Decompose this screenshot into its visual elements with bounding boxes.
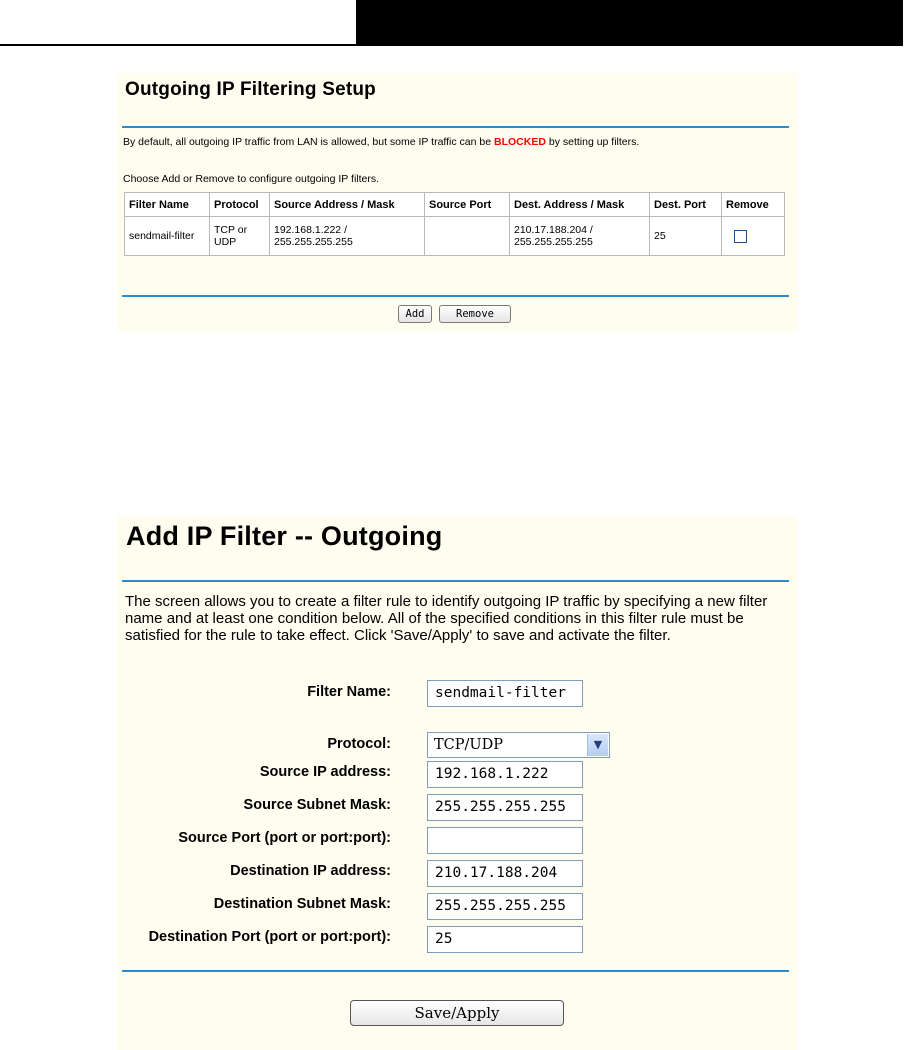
- filtering-title: Outgoing IP Filtering Setup: [125, 79, 376, 100]
- cell-dest-address: 210.17.188.204 / 255.255.255.255: [510, 217, 650, 256]
- cell-dest-port: 25: [650, 217, 722, 256]
- add-filter-panel: [117, 516, 797, 1050]
- protocol-select[interactable]: [427, 732, 610, 758]
- intro-text-before: By default, all outgoing IP traffic from LAN is allowed, but some IP traffic can be: [123, 136, 495, 148]
- save-apply-button[interactable]: Save/Apply: [350, 1000, 564, 1026]
- protocol-selected-value: TCP/UDP: [434, 737, 504, 753]
- source-port-input[interactable]: [427, 827, 583, 854]
- filtering-intro: [123, 136, 639, 148]
- remove-checkbox[interactable]: [734, 230, 747, 243]
- page-header-rule: [0, 44, 903, 46]
- source-ip-label: Source IP address:: [259, 764, 391, 780]
- dest-port-label: Destination Port (port or port:port):: [148, 929, 391, 945]
- column-dest-address: Dest. Address / Mask: [510, 193, 650, 217]
- source-port-label: Source Port (port or port:port):: [178, 830, 391, 846]
- source-mask-label: Source Subnet Mask:: [243, 797, 391, 813]
- outgoing-filtering-panel: [117, 73, 797, 331]
- blocked-text: BLOCKED: [494, 136, 546, 148]
- add-filter-description: The screen allows you to create a filter rule to identify outgoing IP traffic by specifying a new filter name and at least one condition below. All of the specified conditions in this filter rule must be satisfied for the rule to take effect. Click 'Save/Apply' to save and activate the filter.: [125, 593, 768, 644]
- dest-ip-label: Destination IP address:: [230, 863, 391, 879]
- add-filter-title: Add IP Filter -- Outgoing: [126, 521, 443, 551]
- column-dest-port: Dest. Port: [650, 193, 722, 217]
- divider: [122, 970, 789, 972]
- divider: [122, 580, 789, 582]
- divider: [122, 295, 789, 297]
- column-remove: Remove: [722, 193, 785, 217]
- page-header-bar: [356, 0, 903, 44]
- divider: [122, 126, 789, 128]
- cell-source-port: [425, 217, 510, 256]
- protocol-label: Protocol:: [327, 736, 391, 752]
- source-ip-input[interactable]: 192.168.1.222: [427, 761, 583, 788]
- cell-filter-name: sendmail-filter: [125, 217, 210, 256]
- table-row: [125, 217, 785, 256]
- filter-table: [124, 192, 785, 256]
- add-button[interactable]: Add: [398, 305, 432, 323]
- filter-table-header: [125, 193, 785, 217]
- cell-protocol: TCP or UDP: [210, 217, 270, 256]
- filtering-choose-text: Choose Add or Remove to configure outgoing IP filters.: [123, 173, 380, 185]
- dest-mask-label: Destination Subnet Mask:: [213, 896, 391, 912]
- column-source-port: Source Port: [425, 193, 510, 217]
- column-protocol: Protocol: [210, 193, 270, 217]
- column-source-address: Source Address / Mask: [270, 193, 425, 217]
- dest-mask-input[interactable]: 255.255.255.255: [427, 893, 583, 920]
- chevron-down-icon[interactable]: ▼: [587, 734, 608, 756]
- source-mask-input[interactable]: 255.255.255.255: [427, 794, 583, 821]
- dest-ip-input[interactable]: 210.17.188.204: [427, 860, 583, 887]
- remove-button[interactable]: Remove: [439, 305, 511, 323]
- filter-name-label: Filter Name:: [307, 684, 391, 700]
- cell-remove: [722, 217, 785, 256]
- column-filter-name: Filter Name: [125, 193, 210, 217]
- dest-port-input[interactable]: 25: [427, 926, 583, 953]
- cell-source-address: 192.168.1.222 / 255.255.255.255: [270, 217, 425, 256]
- intro-text-after: by setting up filters.: [545, 136, 640, 148]
- filter-name-input[interactable]: sendmail-filter: [427, 680, 583, 707]
